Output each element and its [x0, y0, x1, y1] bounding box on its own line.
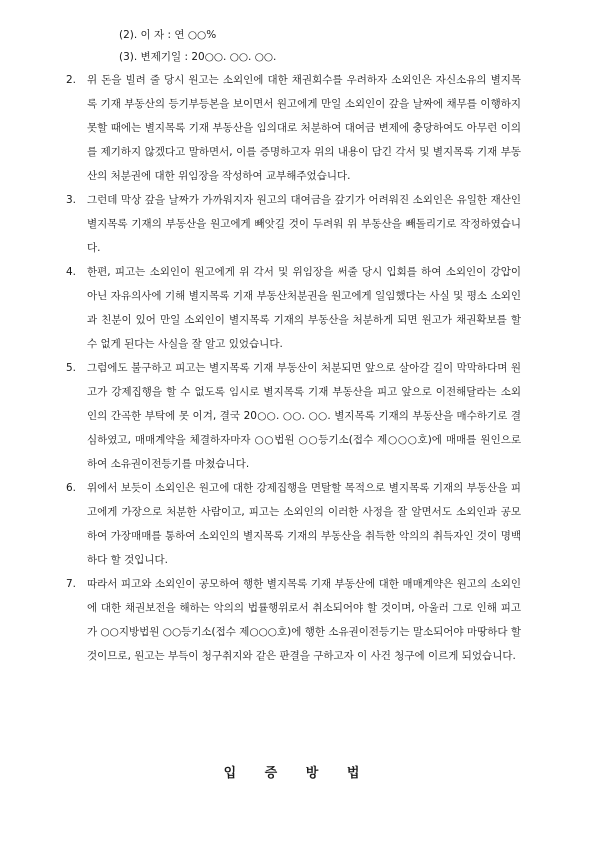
paragraph-text: 한편, 피고는 소외인이 원고에게 위 각서 및 위임장을 써줄 당시 입회를 하여 소외인이 강압이 아닌 자유의사에 기해 별지목록 기재 부동산처분권을 원고에게 일임했다는 사실 및 평소 소외인과 친분이 있어 만일 소외인이 별지목록 기재의 부동산을 처분하게 되면 원고가 채권확보를 할 수 없게 된다는 사실을 잘 알고 있었습니다. — [87, 266, 521, 350]
paragraph-number: 6. — [66, 482, 77, 494]
paragraph-text: 그럼에도 불구하고 피고는 별지목록 기재 부동산이 처분되면 앞으로 살아갈 길이 막막하다며 원고가 강제집행을 할 수 없도록 임시로 별지목록 기재 부동산을 피고 앞으로 이전해달라는 소외인의 간곡한 부탁에 못 이겨, 결국 20○○. ○○. ○○. 별지목록 기재의 부동산을 매수하기로 결심하였고, 매매계약을 체결하자마자 ○○법원 ○○등기소(접수 제○○○호)에 매매를 원인으로 하여 소유권이전등기를 마쳤습니다. — [87, 362, 521, 470]
paragraph-5 — [66, 356, 521, 476]
paragraph-number: 4. — [66, 266, 77, 278]
paragraph-7 — [66, 572, 521, 668]
paragraph-6 — [66, 476, 521, 572]
paragraph-number: 5. — [66, 362, 77, 374]
paragraph-number: 2. — [66, 74, 77, 86]
paragraph-4 — [66, 260, 521, 356]
paragraph-2 — [66, 68, 521, 188]
paragraph-number: 3. — [66, 194, 77, 206]
due-date-line: (3). 변제기일 : 20○○. ○○. ○○. — [119, 51, 277, 63]
paragraph-text: 그런데 막상 갚을 날짜가 가까워지자 원고의 대여금을 갚기가 어려워진 소외인은 유일한 재산인 별지목록 기재의 부동산을 원고에게 빼앗길 것이 두려워 위 부동산을 빼돌리기로 작정하였습니다. — [87, 194, 521, 254]
paragraph-text: 위 돈을 빌려 줄 당시 원고는 소외인에 대한 채권회수를 우려하자 소외인은 자신소유의 별지목록 기재 부동산의 등기부등본을 보이면서 원고에게 만일 소외인이 갚을 날짜에 채무를 이행하지 못할 때에는 별지목록 기재 부동산을 임의대로 처분하여 대여금 변제에 충당하여도 아무런 이의를 제기하지 않겠다고 말하면서, 이를 증명하고자 위의 내용이 담긴 각서 및 별지목록 기재 부동산의 처분권에 대한 위임장을 작성하여 교부해주었습니다. — [87, 74, 521, 182]
evidence-section-heading: 입 증 방 법 — [223, 766, 372, 781]
paragraph-3 — [66, 188, 521, 260]
paragraph-text: 따라서 피고와 소외인이 공모하여 행한 별지목록 기재 부동산에 대한 매매계약은 원고의 소외인에 대한 채권보전을 해하는 악의의 법률행위로서 취소되어야 할 것이며, 아울러 그로 인해 피고가 ○○지방법원 ○○등기소(접수 제○○○호)에 행한 소유권이전등기는 말소되어야 마땅하다 할 것이므로, 원고는 부득이 청구취지와 같은 판결을 구하고자 이 사건 청구에 이르게 되었습니다. — [87, 578, 521, 662]
interest-rate-line: (2). 이 자 : 연 ○○% — [119, 29, 217, 41]
paragraph-number: 7. — [66, 578, 77, 590]
paragraph-text: 위에서 보듯이 소외인은 원고에 대한 강제집행을 면탈할 목적으로 별지목록 기재의 부동산을 피고에게 가장으로 처분한 사람이고, 피고는 소외인의 이러한 사정을 잘 알면서도 소외인과 공모하여 가장매매를 통하여 소외인의 별지목록 기재의 부동산을 취득한 악의의 취득자인 것이 명백하다 할 것입니다. — [87, 482, 521, 566]
